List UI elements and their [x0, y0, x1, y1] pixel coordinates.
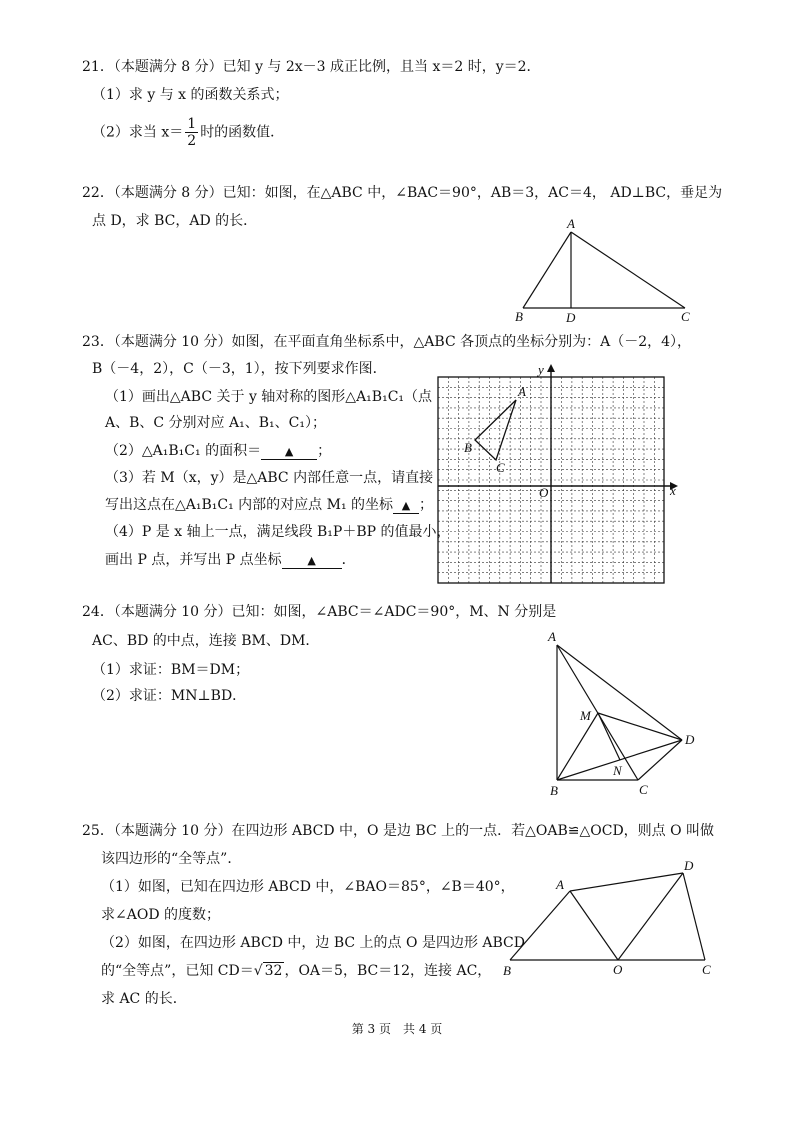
- q25-label-o: O: [613, 962, 623, 977]
- q24-label-d: D: [685, 732, 695, 747]
- q22-label-b: B: [515, 309, 523, 324]
- q25-label-a: A: [556, 877, 564, 892]
- q21-part2-pre: （2）求当 x＝: [92, 124, 184, 141]
- q24-part1: （1）求证：BM＝DM；: [92, 662, 250, 678]
- q24-cont: AC、BD 的中点，连接 BM、DM．: [92, 633, 320, 649]
- q24-part2: （2）求证：MN⊥BD．: [92, 688, 247, 704]
- q23-part3a: （3）若 M（x，y）是△ABC 内部任意一点，请直接: [105, 470, 434, 486]
- q25-line-ab: [510, 891, 570, 960]
- q22-label-d: D: [566, 310, 576, 325]
- q25-part2b-post: ，OA＝5，BC＝12，连接 AC，: [284, 963, 492, 979]
- q23-part2-post: ；: [317, 443, 332, 459]
- q23-blank-p-mark: ▲: [307, 554, 316, 567]
- q23-cont: B（－4，2），C（－3，1），按下列要求作图．: [92, 361, 387, 377]
- q24-figure: [540, 628, 710, 800]
- q25-label-b: B: [503, 963, 511, 978]
- q24-label-m: M: [580, 708, 591, 723]
- q23-blank-m1: [393, 498, 419, 514]
- q24-line-mn: [598, 713, 620, 760]
- q24-line-bm: [557, 713, 598, 780]
- q22-label-c: C: [681, 309, 690, 324]
- q23-part4b: [105, 551, 356, 569]
- page-footer: 第 3 页 共 4 页: [351, 1022, 443, 1036]
- q23-label-origin: O: [539, 485, 549, 500]
- q23-part2: [105, 442, 331, 460]
- q21-frac-den: 2: [187, 133, 197, 149]
- q25-part2c: 求 AC 的长．: [101, 991, 187, 1007]
- q23-label-c: C: [496, 460, 505, 475]
- q25-part2a: （2）如图，在四边形 ABCD 中，边 BC 上的点 O 是四边形 ABCD: [101, 935, 525, 951]
- q23-blank-m1-mark: ▲: [401, 499, 411, 512]
- q23-part1a: （1）画出△ABC 关于 y 轴对称的图形△A₁B₁C₁（点: [105, 389, 433, 405]
- q25-sqrt: [254, 962, 285, 980]
- q25-head: 25．（本题满分 10 分）在四边形 ABCD 中，O 是边 BC 上的一点．若△OAB≌△OCD，则点 O 叫做: [82, 823, 715, 839]
- q24-label-n: N: [613, 763, 622, 778]
- q24-line-cd: [638, 740, 682, 780]
- q24-label-c: C: [639, 782, 648, 797]
- q21-frac-num: 1: [187, 116, 197, 132]
- q25-label-c: C: [702, 962, 711, 977]
- q23-part4b-pre: 画出 P 点，并写出 P 点坐标: [105, 552, 282, 568]
- q23-part2-pre: （2）△A₁B₁C₁ 的面积＝: [105, 443, 262, 459]
- q23-head: 23．（本题满分 10 分）如图，在平面直角坐标系中，△ABC 各顶点的坐标分别为：A（－2，4），: [82, 334, 692, 350]
- q24-head: 24．（本题满分 10 分）已知：如图，∠ABC＝∠ADC＝90°，M、N 分别是: [82, 604, 557, 620]
- q22-figure: [505, 215, 705, 325]
- q25-sqrt-radicand: 32: [264, 963, 283, 979]
- q25-sqrt-sign: √: [253, 963, 263, 979]
- q23-blank-mark: ▲: [284, 445, 294, 458]
- q23-label-x: x: [670, 483, 676, 498]
- q23-blank-area: [261, 444, 317, 460]
- q21-head: 21．（本题满分 8 分）已知 y 与 2x－3 成正比例，且当 x＝2 时，y＝2．: [82, 59, 541, 75]
- q22-label-a: A: [567, 216, 575, 231]
- q23-part4b-post: ．: [341, 552, 356, 568]
- q25-part1b: 求∠AOD 的度数；: [101, 907, 220, 923]
- q23-part3b-pre: 写出这点在△A₁B₁C₁ 内部的对应点 M₁ 的坐标: [105, 497, 394, 513]
- q22-line-ab: [523, 232, 571, 308]
- q21-part1: （1）求 y 与 x 的函数关系式；: [92, 87, 289, 103]
- q25-line-ad: [570, 873, 683, 891]
- q23-blank-p: [282, 553, 342, 569]
- q23-part1b: A、B、C 分别对应 A₁、B₁、C₁）；: [105, 415, 326, 431]
- q22-line-ac: [571, 232, 685, 308]
- q23-label-y: y: [538, 362, 544, 377]
- q22-cont: 点 D，求 BC，AD 的长．: [92, 213, 258, 229]
- q21-part2: [92, 116, 284, 149]
- q24-label-b: B: [550, 783, 558, 798]
- q22-head: 22．（本题满分 8 分）已知：如图，在△ABC 中，∠BAC＝90°，AB＝3，AC＝4， AD⊥BC，垂足为: [82, 185, 723, 201]
- q25-figure: [498, 855, 720, 980]
- q24-label-a: A: [548, 629, 556, 644]
- q25-cont: 该四边形的“全等点”．: [101, 851, 242, 867]
- q25-label-d: D: [684, 858, 694, 873]
- q23-label-a: A: [518, 384, 526, 399]
- q24-line-ad: [557, 645, 682, 740]
- q24-line-dm: [598, 713, 682, 740]
- q21-part2-post: 时的函数值．: [200, 124, 285, 141]
- q25-part2b: [101, 962, 491, 980]
- q23-part4a: （4）P 是 x 轴上一点，满足线段 B₁P＋BP 的值最小，: [105, 524, 451, 540]
- q23-y-arrow: [547, 364, 555, 372]
- q23-part3b: [105, 496, 433, 514]
- q23-label-b: B: [464, 440, 472, 455]
- q25-line-od: [618, 873, 683, 960]
- q25-part2b-pre: 的“全等点”，已知 CD＝: [101, 963, 254, 979]
- q23-part3b-post: ；: [419, 497, 434, 513]
- q25-part1a: （1）如图，已知在四边形 ABCD 中，∠BAO＝85°，∠B＝40°，: [101, 879, 515, 895]
- q21-fraction: [185, 116, 198, 149]
- q25-line-dc: [683, 873, 705, 960]
- q25-line-ao: [570, 891, 618, 960]
- q23-coordinate-grid: [430, 360, 690, 588]
